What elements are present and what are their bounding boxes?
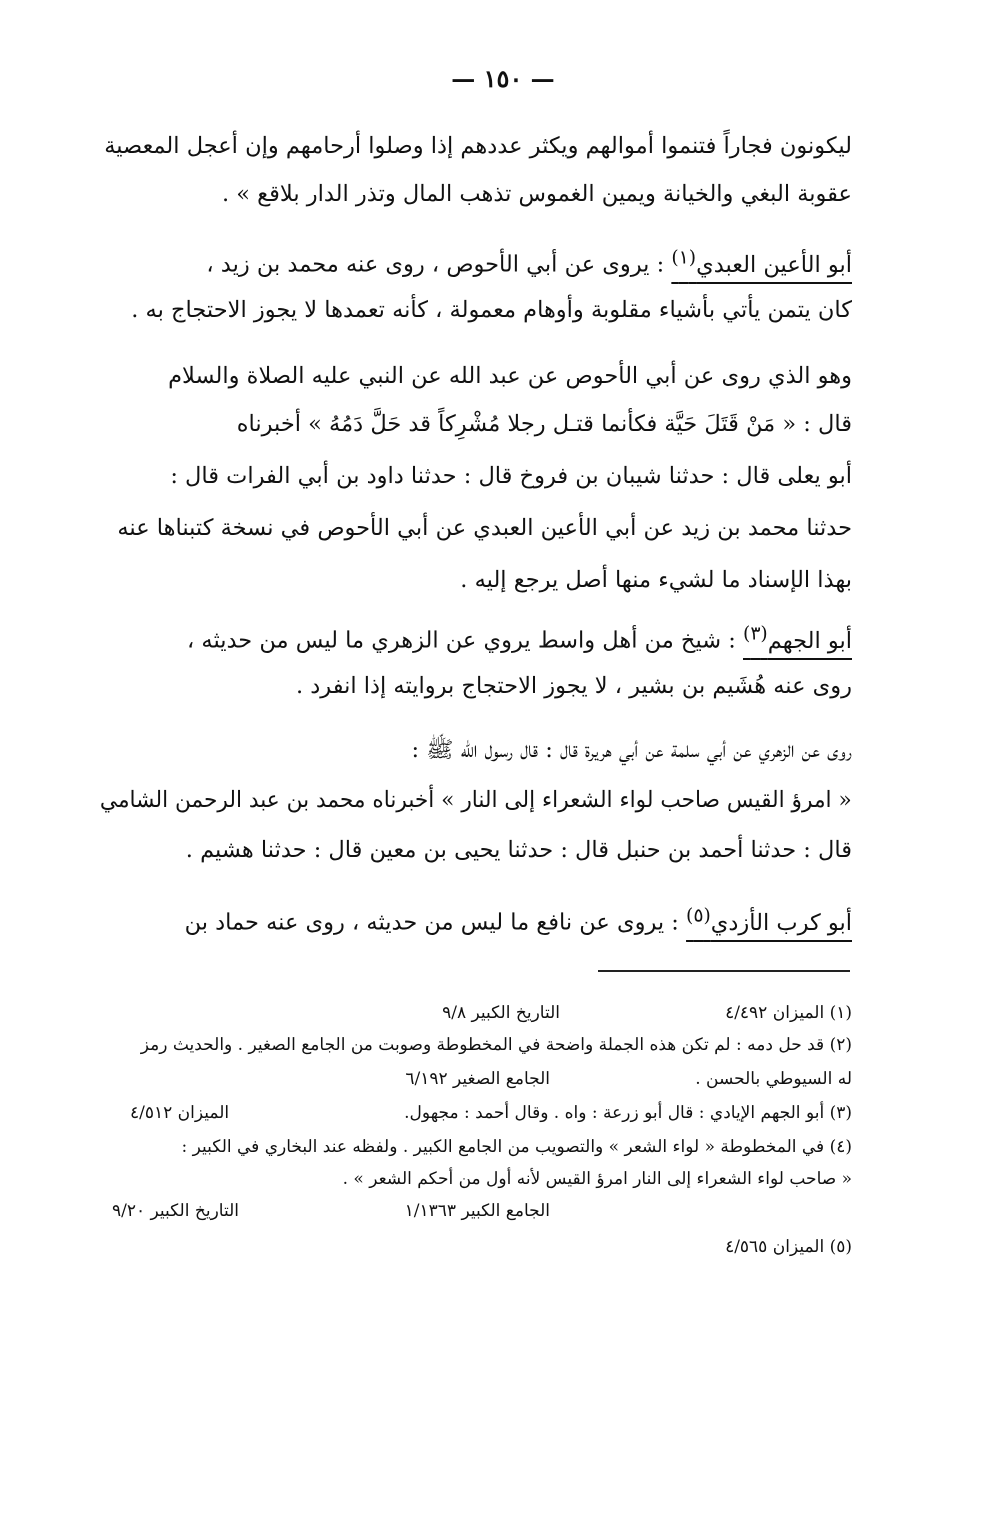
text-line-2: عقوبة البغي والخيانة ويمين الغموس تذهب المال وتذر الدار بلاقع » . [221,181,852,207]
text-line-8: حدثنا محمد بن زيد عن أبي الأعين العبدي عن أبي الأحوص في نسخة كتبناها عنه [117,515,852,541]
page-number: — ١٥٠ — [451,64,555,93]
text-line-3: يروى عن أبي الأحوص ، روى عنه محمد بن زيد ، [206,251,650,278]
text-line-5: وهو الذي روى عن أبي الأحوص عن عبد الله عن النبي عليه الصلاة والسلام [168,363,852,389]
footnote-2-ref: الجامع الصغير ٦/١٩٢ [405,1069,550,1089]
footnote-4-line-1: (٤) في المخطوطة « لواء الشعر » والتصويب من الجامع الكبير . ولفظه عند البخاري في الكبير : [181,1137,852,1157]
footnote-2-line-1: (٢) قد حل دمه : لم تكن هذه الجملة واضحة في المخطوطة وصوبت من الجامع الصغير . والحديث رمز [140,1035,852,1055]
footnote-1-ref: التاريخ الكبير ٩/٨ [442,1003,560,1023]
text-line-1: ليكونون فجاراً فتنموا أموالهم ويكثر عددهم إذا وصلوا أرحامهم وإن أعجل المعصية [104,133,852,159]
footnote-4-ref-2: التاريخ الكبير ٩/٢٠ [112,1201,239,1221]
text-line-9: بهذا الإسناد ما لشيء منها أصل يرجع إليه . [460,567,852,593]
footnote-separator [598,970,850,972]
entry-name-abu-al-jahm: أبو الجهم$^{(٣)}$ [743,623,852,654]
entry-abu-kurb: أبو كرب الأزدي$^{(٥)}$ : يروى عن نافع ما ليس من حديثه ، روى عنه حماد بن [184,905,852,936]
footnote-4-ref-1: الجامع الكبير ١/١٣٦٣ [404,1201,550,1221]
footnote-4-line-2: « صاحب لواء الشعراء إلى النار امرؤ القيس لأنه أول من أحكم الشعر » . [342,1169,852,1189]
text-line-4: كان يتمن يأتي بأشياء مقلوبة وأوهام معمولة ، كأنه تعمدها لا يجوز الاحتجاج به . [131,297,852,323]
text-line-15: يروى عن نافع ما ليس من حديثه ، روى عنه حماد بن [184,909,665,936]
text-line-14: قال : حدثنا أحمد بن حنبل قال : حدثنا يحيى بن معين قال : حدثنا هشيم . [185,837,852,863]
footnote-mark-3: (٣) [743,623,768,644]
footnote-mark-1: (١) [671,247,697,268]
entry-name-abu-al-aayn: أبو الأعين العبدي$^{(١)}$ [671,247,852,278]
text-line-11: روى عنه هُشَيم بن بشير ، لا يجوز الاحتجاج بروايته إذا انفرد . [295,673,852,699]
footnote-2-line-2: له السيوطي بالحسن . [695,1069,852,1089]
text-line-7: أبو يعلى قال : حدثنا شيبان بن فروخ قال : حدثنا داود بن أبي الفرات قال : [170,463,852,489]
footnote-1: (١) الميزان ٤/٤٩٢ [725,1003,852,1023]
entry-abu-al-aayn: أبو الأعين العبدي$^{(١)}$ : يروى عن أبي الأحوص ، روى عنه محمد بن زيد ، [206,247,852,278]
text-line-6: قال : « مَنْ قَتَلَ حَيَّة فكأنما قتـل رجلا مُشْرِكاً قد حَلَّ دَمُهُ » أخبرناه [236,411,852,437]
entry-name-abu-kurb: أبو كرب الأزدي$^{(٥)}$ [686,905,852,936]
text-line-10: شيخ من أهل واسط يروي عن الزهري ما ليس من حديثه ، [186,627,722,654]
footnote-mark-5: (٥) [686,905,711,926]
entry-abu-al-jahm: أبو الجهم$^{(٣)}$ : شيخ من أهل واسط يروي عن الزهري ما ليس من حديثه ، [186,623,852,654]
footnote-5: (٥) الميزان ٤/٥٦٥ [725,1237,852,1257]
footnote-3: (٣) أبو الجهم الإيادي : قال أبو زرعة : واه . وقال أحمد : مجهول. [404,1103,852,1123]
footnote-3-ref: الميزان ٤/٥١٢ [130,1103,230,1123]
text-line-12: روى عن الزهري عن أبي سلمة عن أبي هريرة قال : قال رسول الله ﷺ : [411,737,852,763]
text-line-13: « امرؤ القيس صاحب لواء الشعراء إلى النار » أخبرناه محمد بن عبد الرحمن الشامي [100,787,852,813]
